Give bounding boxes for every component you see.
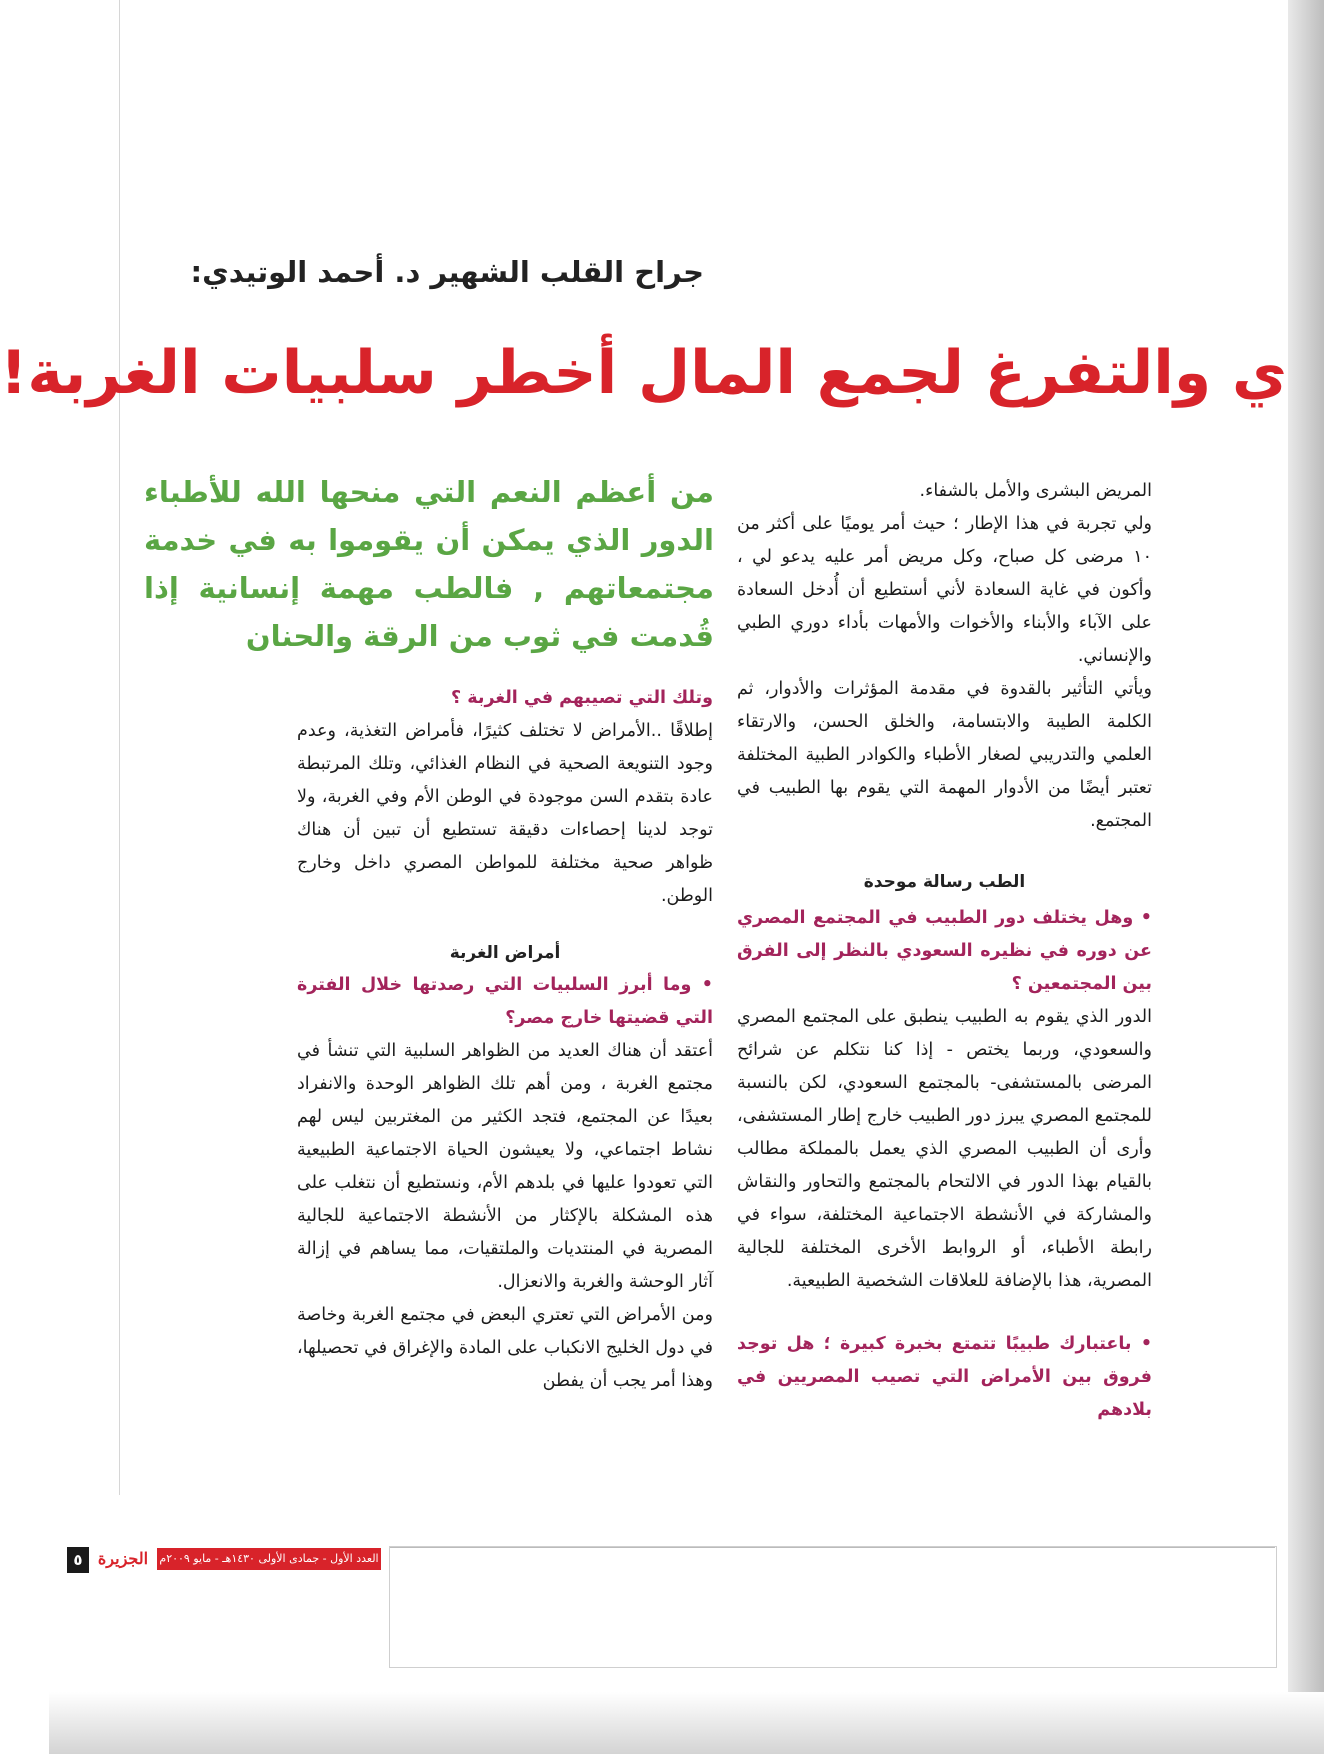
paragraph: ويأتي التأثير بالقدوة في مقدمة المؤثرات والأدوار، ثم الكلمة الطيبة والابتسامة، والخلق الحسن، والارتقاء العلمي والتدريبي لصغار الأطباء والكوادر الطبية المختلفة تعتبر أيضًا من الأدوار المهمة التي يقوم بها الطبيب في المجتمع.: [737, 679, 1152, 831]
page-number: ٥: [67, 1547, 89, 1573]
magazine-logo: الجزيرة: [97, 1549, 149, 1568]
paragraph: الدور الذي يقوم به الطبيب ينطبق على المجتمع المصري والسعودي، وربما يختص - إذا كنا نتكلم عن شرائح المرضى بالمستشفى- بالمجتمع السعودي، لكن بالنسبة للمجتمع المصري يبرز دور الطبيب خارج إطار المستشفى، وأرى أن الطبيب المصري الذي يعمل بالمملكة مطالب بالقيام بهذا الدور في الالتحام بالمجتمع والتحاور والنقاش والمشاركة في الأنشطة الاجتماعية المختلفة، سواء في رابطة الأطباء، أو الروابط الأخرى المختلفة للجالية المصرية، هذا بالإضافة للعلاقات الشخصية الطبيعية.: [737, 1007, 1152, 1291]
section-heading: الطب رسالة موحدة: [863, 872, 1026, 892]
page-bottom-shadow: [49, 1692, 1324, 1754]
interview-question: • باعتبارك طبيبًا تتمتع بخبرة كبيرة ؛ هل توجد فروق بين الأمراض التي تصيب المصريين في بلادهم: [737, 1334, 1152, 1420]
paragraph: المريض البشرى والأمل بالشفاء.: [919, 481, 1152, 501]
interview-question: • وما أبرز السلبيات التي رصدتها خلال الفترة التي قضيتها خارج مصر؟: [297, 975, 713, 1028]
paragraph: إطلاقًا ..الأمراض لا تختلف كثيرًا، فأمراض التغذية، وعدم وجود التنويعة الصحية في النظام الغذائي، وتلك المرتبطة عادة بتقدم السن موجودة في الوطن الأم وفي الغربة، ولا توجد لدينا إحصاءات دقيقة تستطيع أن تبين أن هناك ظواهر صحية مختلفة للمواطن المصري داخل وخارج الوطن.: [297, 721, 713, 906]
column-right: [737, 475, 1152, 1427]
paragraph: أعتقد أن هناك العديد من الظواهر السلبية التي تنشأ في مجتمع الغربة ، ومن أهم تلك الظواهر الوحدة والانفراد بعيدًا عن المجتمع، فتجد الكثير من المغتربين ليس لهم نشاط اجتماعي، ولا يعيشون الحياة الاجتماعية الطبيعية التي تعودوا عليها في بلدهم الأم، ونستطيع أن نتغلب على هذه المشكلة بالإكثار من الأنشطة الاجتماعية للجالية المصرية في المنتديات والملتقيات، مما يساهم في إزالة آثار الوحشة والغربة والانعزال.: [297, 1041, 713, 1292]
pullquote: من أعظم النعم التي منحها الله للأطباء الدور الذي يمكن أن يقوموا به في خدمة مجتمعاتهم , فالطب مهمة إنسانية إذا قُدمت في ثوب من الرقة والحنان: [144, 475, 714, 653]
column-left: [297, 682, 713, 1398]
section-heading: أمراض الغربة: [449, 943, 561, 963]
interview-question: وتلك التي تصيبهم في الغربة ؟: [451, 688, 713, 708]
footer-ad-box: [389, 1546, 1277, 1668]
interview-question: • وهل يختلف دور الطبيب في المجتمع المصري عن دوره في نظيره السعودي بالنظر إلى الفرق بين المجتمعين ؟: [737, 908, 1152, 994]
paragraph: ومن الأمراض التي تعتري البعض في مجتمع الغربة وخاصة في دول الخليج الانكباب على المادة والإغراق في تحصيلها، وهذا أمر يجب أن يفطن: [297, 1305, 713, 1391]
article-headline: ي والتفرغ لجمع المال أخطر سلبيات الغربة!: [0, 338, 1287, 408]
issue-info: العدد الأول - جمادى الأولى ١٤٣٠هـ - مايو ٢٠٠٩م: [157, 1548, 381, 1570]
article-kicker: جراح القلب الشهير د. أحمد الوتيدي:: [190, 255, 704, 289]
page-margin-rule: [119, 0, 120, 1495]
page-edge-shadow: [1288, 0, 1324, 1754]
paragraph: ولي تجربة في هذا الإطار ؛ حيث أمر يوميًا على أكثر من ١٠ مرضى كل صباح، وكل مريض أمر عليه يدعو لي ، وأكون في غاية السعادة لأني أستطيع أن أُدخل السعادة على الآباء والأبناء والأخوات والأمهات بأداء دوري الطبي والإنساني.: [737, 514, 1152, 666]
